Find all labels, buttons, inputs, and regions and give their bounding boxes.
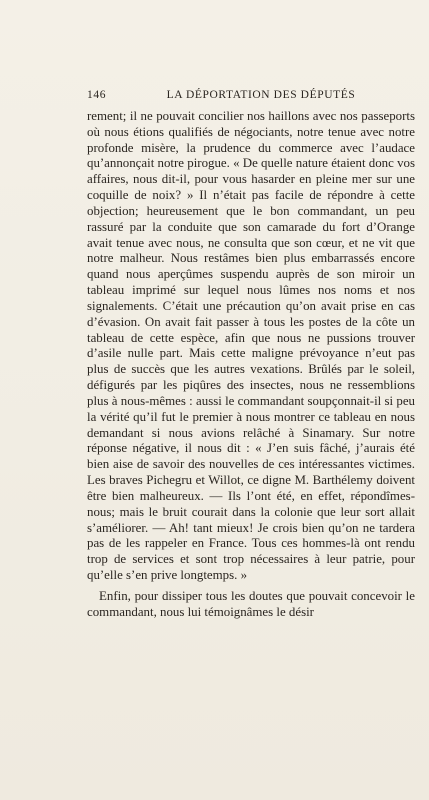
paragraph: Enfin, pour dissiper tous les doutes que pouvait concevoir le commandant, nous lui témoignâmes le désir <box>87 588 415 619</box>
page-header <box>87 89 415 105</box>
body-text <box>87 109 415 621</box>
running-title: LA DÉPORTATION DES DÉPUTÉS <box>166 89 356 101</box>
page-number: 146 <box>87 89 107 101</box>
paragraph: rement; il ne pouvait concilier nos haillons avec nos passeports où nous étions qualifiés de négociants, notre tenue avec notre profonde misère, la prudence du commerce avec l’audace qu’annonçait notre pirogue. « De quelle nature étaient donc vos affaires, nous dit-il, pour vous hasarder en pleine mer sur une coquille de noix? » Il n’était pas facile de répondre à cette objection; heureusement que le bon commandant, un peu rassuré par la conduite que son camarade du fort d’Orange avait tenue avec nous, ne consulta que son cœur, et ne vit que notre malheur. Nous restâmes bien plus embarrassés encore quand nous aperçûmes suspendu auprès de son miroir un tableau imprimé sur lequel nous lûmes nos noms et nos signalements. C’était une précaution qu’on avait prise en cas d’évasion. On avait fait passer à tous les postes de la côte un tableau de cette espèce, afin que nous ne pussions trouver d’asile nulle part. Mais cette maligne prévoyance n’eut pas plus de succès que les autres vexations. Brûlés par le soleil, défigurés par les piqûres des insectes, nous ne ressemblions plus à nous-mêmes : aussi le commandant soupçonnait-il si peu la vérité qu’il fut le premier à nous montrer ce tableau en nous demandant si nous avions relâché à Sinamary. Sur notre réponse négative, il nous dit : « J’en suis fâché, j’aurais été bien aise de savoir des nouvelles de ces intéressantes victimes. Les braves Pichegru et Willot, ce digne M. Barthélemy doivent être bien malheureux. — Ils l’ont été, en effet, répondîmes-nous; mais le bruit courait dans la colonie que leur sort allait s’améliorer. — Ah! tant mieux! Je crois bien qu’on ne tardera pas de les rappeler en France. Tous ces hommes-là ont rendu trop de services et sont trop nécessaires à leur patrie, pour qu’elle s’en prive longtemps. » <box>87 109 415 583</box>
